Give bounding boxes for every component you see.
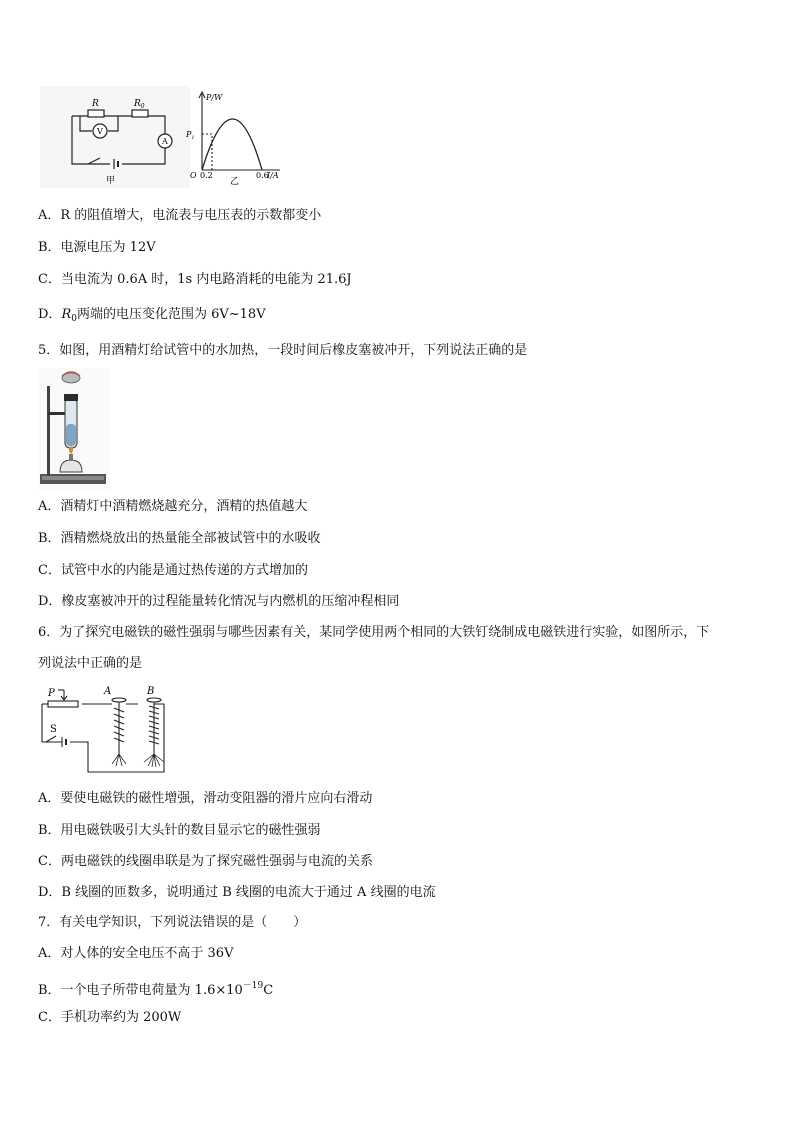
q5-stem: 5．如图，用酒精灯给试管中的水加热，一段时间后橡皮塞被冲开，下列说法正确的是 [38,343,528,358]
q4-option-a: A．R 的阻值增大，电流表与电压表的示数都变小 [38,208,322,223]
switch-label-S: S [50,724,57,735]
q7-option-c: C．手机功率约为 200W [38,1010,182,1025]
r0-subscript: 0 [71,314,77,324]
axis-label-I: I/A [267,171,279,180]
q5-option-b: B．酒精燃烧放出的热量能全部被试管中的水吸收 [38,531,321,546]
label-R: R [92,99,99,109]
ammeter-label: A [162,137,168,146]
q6-option-b: B．用电磁铁吸引大头针的数目显示它的磁性强弱 [38,823,321,838]
label-P1: $P_1$ [186,130,195,141]
r0-symbol: R [61,307,72,322]
q7-option-b [38,977,273,1000]
nail-label-B: B [147,686,155,697]
label-yi: 乙 [230,177,240,187]
exponent: －19 [242,981,264,991]
q5-option-a: A．酒精灯中酒精燃烧越充分，酒精的热值越大 [38,499,308,514]
q5-option-d: D．橡皮塞被冲开的过程能量转化情况与内燃机的压缩冲程相同 [38,594,400,609]
label-jia: 甲 [106,176,116,186]
q4-option-d-prefix: D． [38,307,62,322]
q7-option-b-text: B．一个电子所带电荷量为 1.6×10 [38,983,243,998]
q4-option-d-text: 两端的电压变化范围为 6V~18V [76,307,266,322]
q6-option-d: D．B 线圈的匝数多，说明通过 B 线圈的电流大于通过 A 线圈的电流 [38,885,436,900]
tick-0.6: 0.6 [256,171,269,180]
label-R0: $R_0$ [134,99,145,110]
q6-stem-line1: 6．为了探究电磁铁的磁性强弱与哪些因素有关，某同学使用两个相同的大铁钉绕制成电磁铁进行实验，如图所示，下 [38,625,710,640]
electromagnet-circuit-figure [36,682,176,778]
slider-label-P: P [48,688,55,699]
axis-label-P: P/W [206,93,223,102]
nail-label-A: A [104,686,112,697]
circuit-diagram-jia [40,86,190,188]
q4-option-b: B．电源电压为 12V [38,240,156,255]
q6-option-c: C．两电磁铁的线圈串联是为了探究磁性强弱与电流的关系 [38,854,373,869]
q4-option-c: C．当电流为 0.6A 时，1s 内电路消耗的电能为 21.6J [38,272,352,287]
q7-stem: 7．有关电学知识，下列说法错误的是（ ） [38,915,307,930]
tick-0.2: 0.2 [200,171,213,180]
q4-option-d [38,306,266,328]
origin-label: O [190,171,197,180]
voltmeter-label: V [97,127,103,136]
q6-stem-line2: 列说法中正确的是 [38,656,143,671]
q6-option-a: A．要使电磁铁的磁性增强，滑动变阻器的滑片应向右滑动 [38,791,373,806]
power-current-graph-yi [180,86,288,188]
unit-coulomb: C [263,983,274,998]
q7-option-a: A．对人体的安全电压不高于 36V [38,946,234,961]
q5-option-c: C．试管中水的内能是通过热传递的方式增加的 [38,563,308,578]
alcohol-lamp-apparatus-figure [38,368,110,490]
